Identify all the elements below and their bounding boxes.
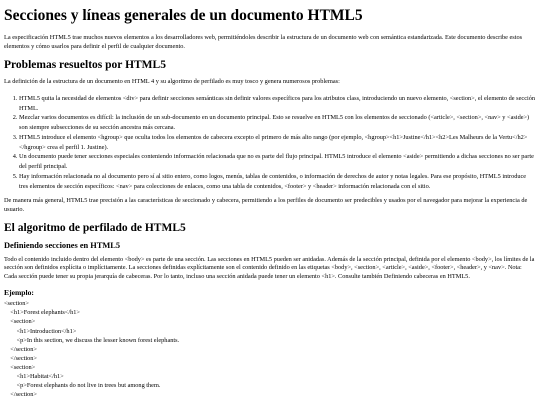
defining-sections-paragraph: Todo el contenido incluido dentro del elemento <body> es parte de una sección. Las secciones en HTML5 pueden ser anidadas. Además de la sección principal, definida por el elemento <body>, los límites de la sección son definidos explícita o implícitamente. La secciones definidas explícitamente son el contenido definido en las etiquetas <body>, <section>, <article>, <aside>, <footer>, <header>, y <nav>. Nota: Cada sección puede tener su propia jerarquía de cabeceras. Por lo tanto, incluso una sección anidada puede tener un elemento <h1>. Consulte también Definiendo cabeceras en HTML5. xyxy=(4,255,535,280)
list-item: 4. Un documento puede tener secciones especiales conteniendo información relacionada que no es parte del flujo principal. HTML5 introduce el elemento <aside> permitiendo a dichas secciones no ser parte del perfil principal. xyxy=(19,152,536,172)
code-line: </section> xyxy=(4,391,37,399)
code-line: <section> xyxy=(4,364,36,372)
intro-paragraph: La especificación HTML5 trae muchos nuevos elementos a los desarrolladores web, permitiéndoles describir la estructura de un documento web con semántica estandarizada. Este documento describe estos elementos y cómo usarlos para definir el perfil de cualquier documento. xyxy=(4,34,523,50)
problems-lead: La definición de la estructura de un documento en HTML 4 y su algoritmo de perfilado es muy tosco y genera numerosos problemas: xyxy=(4,78,340,86)
code-line: <section> xyxy=(4,318,36,326)
code-line: <h1>Habitat</h1> xyxy=(4,373,64,381)
code-line: <h1>Forest elephants</h1> xyxy=(4,309,80,317)
list-item: 3. HTML5 introduce el elemento <hgroup> que oculta todos los elementos de cabecera excepto el primero de más alto rango (por ejemplo, <hgroup><h1>Justine</h1><h2>Les Malheurs de la Vertu</h2></hgroup> crea el perfil 1. Justine). xyxy=(19,133,536,153)
code-line: <p>In this section, we discuss the lesser known forest elephants. xyxy=(4,336,180,344)
problems-list xyxy=(4,94,536,192)
example-label: Ejemplo: xyxy=(4,288,34,298)
code-line: <h1>Introduction</h1> xyxy=(4,327,77,335)
code-example xyxy=(4,299,536,399)
problems-heading: Problemas resueltos por HTML5 xyxy=(4,59,166,72)
code-line: <section> xyxy=(4,300,29,308)
list-item: 2. Mezclar varios documentos es difícil: la inclusión de un sub-documento en un documento principal. Esto se resuelve en HTML5 con los elementos de seccionado (<article>, <section>, <nav> y <aside>) son siempre subsecciones de su sección ancestra más cercana. xyxy=(19,113,536,133)
list-item: 1. HTML5 quita la necesidad de elementos <div> para definir secciones semánticas sin definir valores específicos para los atributos class, introduciendo un nuevo elemento, <section>, el elemento de sección HTML. xyxy=(19,94,536,114)
defining-sections-heading: Definiendo secciones en HTML5 xyxy=(4,241,121,251)
code-line: <p>Forest elephants do not live in trees but among them. xyxy=(4,382,161,390)
page-title: Secciones y líneas generales de un documento HTML5 xyxy=(4,7,363,24)
problems-summary: De manera más general, HTML5 trae precisión a las características de seccionado y cabecera, permitiendo a los perfiles de documento ser predecibles y usados por el navegador para mejorar la experiencia de usuario. xyxy=(4,197,528,213)
list-item: 5. Hay información relacionada no al documento pero sí al sitio entero, como logos, menús, tablas de contenidos, o información de derechos de autor y notas legales. Para ese propósito, HTML5 introduce tres elementos de sección específicos: <nav> para colecciones de enlaces, como una tabla de contenidos, <footer> y <header> información relacionada con el sitio. xyxy=(19,172,536,192)
code-line: </section> xyxy=(4,345,37,353)
algorithm-heading: El algoritmo de perfilado de HTML5 xyxy=(4,222,186,235)
code-line: </section> xyxy=(4,354,37,362)
